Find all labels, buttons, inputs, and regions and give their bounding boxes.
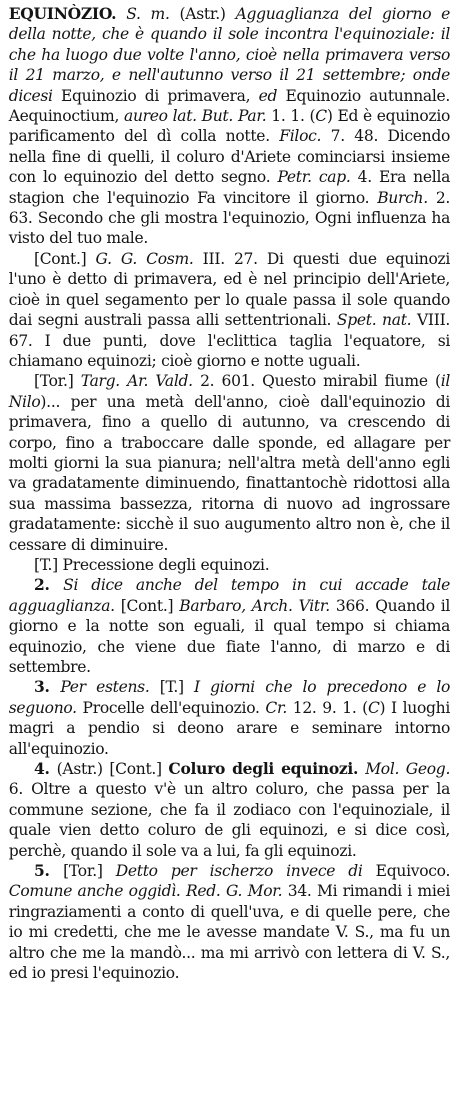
text-run: Spet. nat. (336, 310, 417, 330)
text-run: il Nilo (8, 371, 451, 411)
text-run: I giorni che lo precedono e lo seguono. (8, 677, 451, 717)
text-run: C (367, 697, 380, 717)
text-run: VIII. 67. I due punti, dove l'eclittica taglia l'equatore, si chiamano equinozi; cioè giorno e notte uguali. (8, 310, 451, 370)
text-run: 4. Era nella stagion che l'equinozio Fa vincitore il giorno. (8, 167, 451, 207)
text-run: aureo lat. But. Par. (123, 106, 272, 126)
text-run: 5. (33, 861, 64, 881)
text-run: [Cont.] (120, 595, 180, 615)
text-run: Comune anche oggidì. Red. G. Mor. (8, 881, 288, 901)
text-run: Mol. Geog. (365, 759, 451, 779)
text-run: ed (258, 85, 286, 105)
text-run: Agguaglianza del giorno e della notte, che è quando il sole incontra l'equinoziale: il che ha luogo due volte l'anno, cioè nella primavera verso il 21 marzo, e nell'autunno verso il 21 settembre; onde dicesi (8, 4, 451, 105)
text-run: ) I luoghi magri a pendio si deono arare e seminare intorno all'equinozio. (8, 697, 451, 758)
text-run: C (315, 106, 327, 126)
text-run: Equinozio di primavera, (61, 85, 259, 105)
text-run: [T.] (159, 677, 194, 697)
text-run: [Tor.] (33, 371, 81, 391)
sense-5-paragraph (9, 861, 450, 983)
text-run: (Astr.) (179, 4, 236, 23)
text-run: 2. 601. Questo mirabil fiume ( (200, 371, 441, 391)
text-run: Coluro degli equinozi. (168, 759, 366, 779)
text-run: ) Ed è equinozio parificamento del dì colla notte. (8, 106, 451, 146)
text-run: 34. Mi rimandi i miei ringraziamenti a conto di quell'uva, e di quelle pere, che io mi credetti, che me le avesse mandate V. S., ma fu un altro che me la mandò... ma mi arrivò con lettera di V. S., ed io presi l'equinozio. (8, 881, 451, 983)
subentry-precessione (9, 555, 450, 575)
text-run: [Cont.] (33, 248, 96, 268)
text-run: Barbaro, Arch. Vitr. (179, 595, 336, 615)
text-run: G. G. Cosm. (95, 248, 203, 268)
text-run: 2. (33, 575, 64, 595)
text-run: Petr. cap. (277, 167, 358, 187)
text-run: EQUINÒZIO. (8, 4, 117, 23)
sense-4-paragraph (9, 759, 450, 861)
text-run: (Astr.) [Cont.] (56, 759, 169, 779)
text-run: Detto per ischerzo invece di (115, 861, 376, 881)
text-run: 7. 48. Dicendo nella fine di quelli, il coluro d'Ariete cominciarsi insieme con lo equinozio del detto segno. (8, 126, 451, 187)
text-run: Si dice anche del tempo in cui accade tale agguaglianza. (8, 575, 451, 615)
text-run: Procelle dell'equinozio. (82, 697, 266, 717)
text-run: Per estens. (60, 677, 160, 697)
text-run: Equinozio autunnale. Aequinoctium, (8, 85, 451, 126)
text-run: Equivoco. (375, 861, 451, 881)
text-run: 4. (33, 759, 57, 779)
citation-paragraph-cont (9, 249, 450, 371)
text-run: III. 27. Di questi due equinozi l'uno è detto di primavera, ed è nel principio dell'Ariete, cioè in quel segamento per lo quale passa il sole quando dai segni australi passa alli settentrionali. (8, 248, 451, 330)
text-run: Filoc. (279, 126, 331, 146)
text-run: 366. Quando il giorno e la notte son eguali, il qual tempo si chiama equinozio, che viene due fiate l'anno, di marzo e di settembre. (8, 595, 451, 676)
text-run: 3. (33, 677, 61, 697)
sense-2-paragraph (9, 575, 450, 677)
entry-equinozio-definition (9, 4, 450, 249)
text-run: 12. 9. 1. ( (292, 697, 368, 717)
text-run: 6. Oltre a questo v'è un altro coluro, che passa per la commune sezione, che fa il zodiaco con l'equinoziale, il quale vien detto coluro de gli equinozi, e si dice così, perchè, quando il sole va a lui, fa gli equinozi. (8, 779, 451, 860)
text-run: Burch. (377, 187, 436, 207)
text-run: Targ. Ar. Vald. (80, 371, 201, 391)
sense-3-paragraph (9, 677, 450, 759)
text-run: [Tor.] (63, 861, 116, 881)
citation-paragraph-tor (9, 371, 450, 555)
text-run: )... per una metà dell'anno, cioè dall'equinozio di primavera, fino a quello di autunno, va crescendo di corpo, fino a traboccare dalle sponde, ed allagare per molti giorni la sua pianura; nell'altra metà dell'anno egli va gradatamente diminuendo, finattantochè ridottosi alla sua massima bassezza, ritorna di nuovo ad ingrossare gradatamente: sicchè il suo augumento altro non è, che il cessare di diminuire. (8, 391, 451, 554)
text-run: 2. 63. Secondo che gli mostra l'equinozio, Ogni influenza ha visto del tuo male. (8, 187, 451, 248)
text-run: [T.] Precessione degli equinozi. (33, 554, 270, 574)
text-run: Cr. (265, 697, 293, 717)
text-run: S. m. (116, 4, 180, 23)
text-run: 1. 1. ( (271, 106, 316, 126)
